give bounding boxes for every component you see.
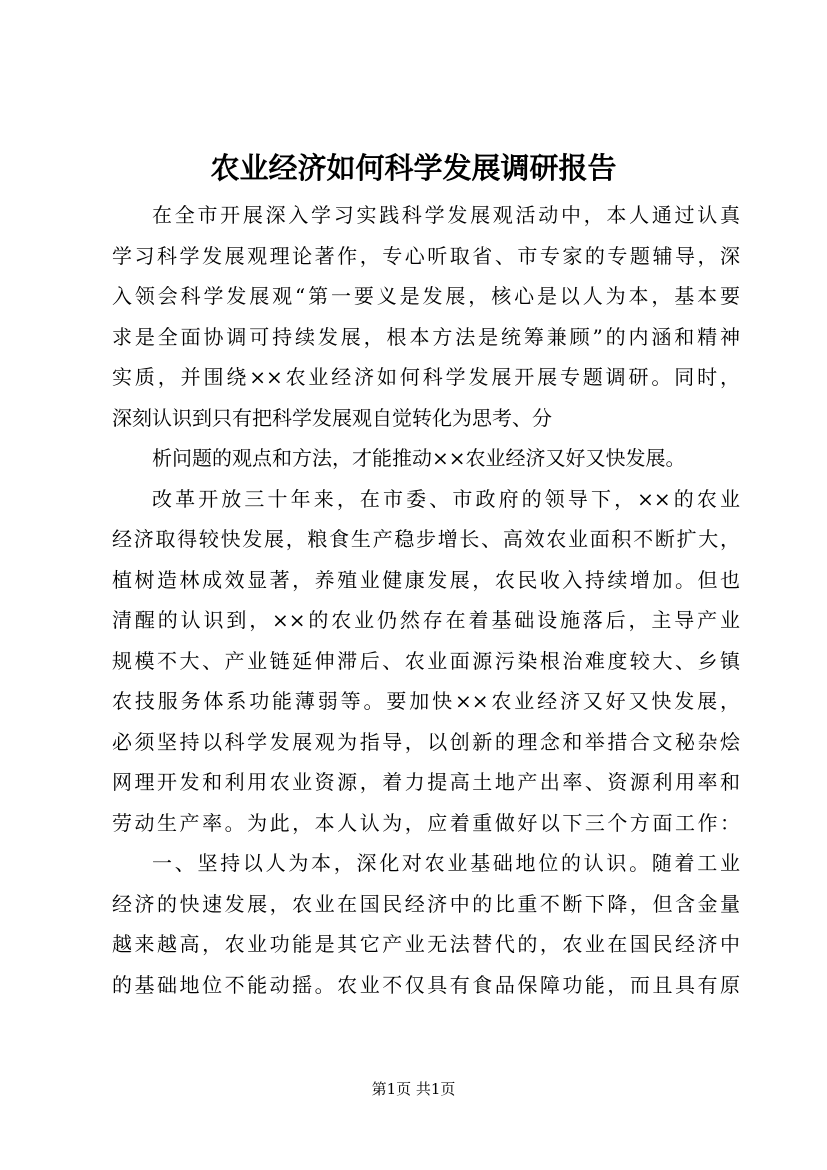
text-line: 析问题的观点和方法，才能推动××农业经济又好又快发展。: [152, 446, 686, 470]
document-body: [112, 195, 740, 1005]
text-line: 农技服务体系功能薄弱等。要加快××农业经济又好又快发展，: [112, 689, 740, 713]
text-line: 规模不大、产业链延伸滞后、农业面源污染根治难度较大、乡镇: [112, 648, 740, 673]
text-line: 网理开发和利用农业资源，着力提高土地产出率、资源利用率和: [112, 770, 740, 794]
document-title: 农业经济如何科学发展调研报告: [210, 151, 617, 185]
paragraph-4: [112, 843, 740, 1005]
paragraph-1: [112, 195, 740, 438]
text-line: 清醒的认识到，××的农业仍然存在着基础设施落后，主导产业: [112, 608, 740, 632]
text-line: 经济的快速发展，农业在国民经济中的比重不断下降，但含金量: [112, 891, 740, 916]
text-line: 在全市开展深入学习实践科学发展观活动中，本人通过认真: [152, 203, 740, 227]
text-line: 的基础地位不能动摇。农业不仅具有食品保障功能，而且具有原: [112, 972, 740, 997]
text-line: 实质，并围绕××农业经济如何科学发展开展专题调研。同时，: [112, 365, 740, 389]
text-line: 劳动生产率。为此，本人认为，应着重做好以下三个方面工作：: [112, 810, 740, 835]
text-line: 学习科学发展观理论著作，专心听取省、市专家的专题辅导，深: [112, 243, 740, 268]
paragraph-2: [112, 438, 740, 479]
text-line: 求是全面协调可持续发展，根本方法是统筹兼顾”的内涵和精神: [112, 324, 740, 349]
text-line: 入领会科学发展观“第一要义是发展，核心是以人为本，基本要: [112, 284, 740, 308]
text-line: 越来越高，农业功能是其它产业无法替代的，农业在国民经济中: [112, 932, 740, 956]
paragraph-3: [112, 479, 740, 844]
text-line: 深刻认识到只有把科学发展观自觉转化为思考、分: [112, 405, 552, 430]
text-line: 改革开放三十年来，在市委、市政府的领导下，××的农业: [152, 486, 740, 511]
text-line: 必须坚持以科学发展观为指导，以创新的理念和举措合文秘杂烩: [112, 729, 740, 754]
text-line: 一、坚持以人为本，深化对农业基础地位的认识。随着工业: [152, 851, 740, 875]
text-line: 植树造林成效显著，养殖业健康发展，农民收入持续增加。但也: [112, 567, 740, 592]
text-line: 经济取得较快发展，粮食生产稳步增长、高效农业面积不断扩大，: [112, 527, 740, 551]
page-number-footer: 第1页 共1页: [371, 1080, 456, 1098]
